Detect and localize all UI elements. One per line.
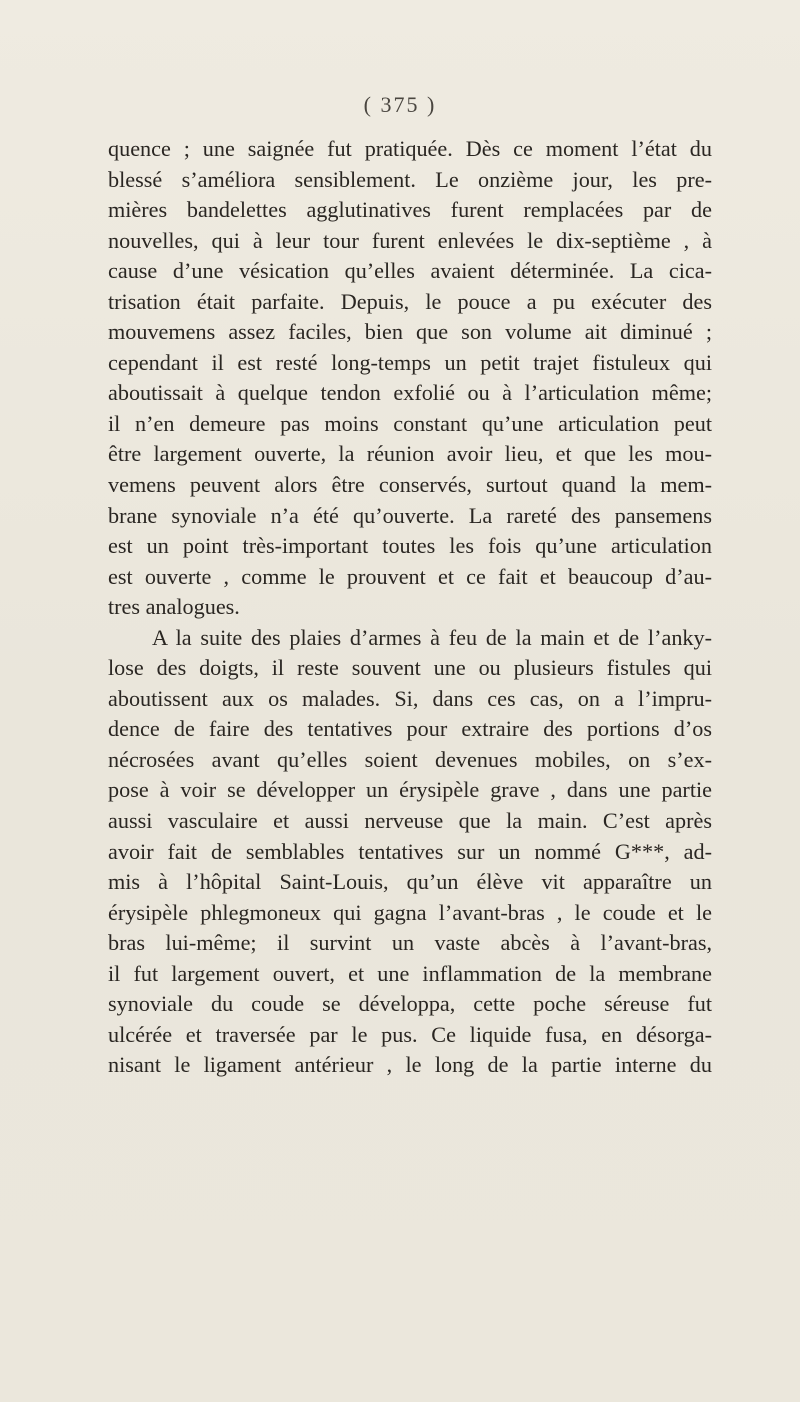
text-line: il n’en demeure pas moins constant qu’une articulation peut	[108, 410, 712, 436]
text-line: aboutissent aux os malades. Si, dans ces cas, on a l’impru-	[108, 685, 712, 711]
text-line: mières bandelettes agglutinatives furent remplacées par de	[108, 197, 712, 223]
text-line: nécrosées avant qu’elles soient devenues mobiles, on s’ex-	[108, 746, 712, 772]
text-line: cause d’une vésication qu’elles avaient déterminée. La cica-	[108, 258, 712, 284]
text-line: aussi vasculaire et aussi nerveuse que la main. C’est après	[108, 808, 712, 834]
text-line: mis à l’hôpital Saint-Louis, qu’un élève vit apparaître un	[108, 869, 712, 895]
text-line: avoir fait de semblables tentatives sur un nommé G***, ad-	[108, 838, 712, 864]
text-line: lose des doigts, il reste souvent une ou plusieurs fistules qui	[108, 655, 712, 681]
text-line: vemens peuvent alors être conservés, surtout quand la mem-	[108, 472, 712, 498]
text-line: est un point très-important toutes les fois qu’une articulation	[108, 533, 712, 559]
text-line: aboutissait à quelque tendon exfolié ou à l’articulation même;	[108, 380, 712, 406]
paragraph-end-line: tres analogues.	[108, 594, 240, 620]
paragraph-start-line: A la suite des plaies d’armes à feu de la main et de l’anky-	[152, 624, 712, 650]
text-line: être largement ouverte, la réunion avoir lieu, et que les mou-	[108, 441, 712, 467]
page-number: ( 375 )	[363, 92, 437, 117]
text-line: mouvemens assez faciles, bien que son volume ait diminué ;	[108, 319, 712, 345]
text-line: bras lui-même; il survint un vaste abcès à l’avant-bras,	[108, 930, 712, 956]
text-line: pose à voir se développer un érysipèle grave , dans une partie	[108, 777, 712, 803]
text-line: il fut largement ouvert, et une inflammation de la membrane	[108, 960, 712, 986]
body-text	[108, 134, 712, 1081]
text-line: trisation était parfaite. Depuis, le pouce a pu exécuter des	[108, 288, 712, 314]
text-line: érysipèle phlegmoneux qui gagna l’avant-bras , le coude et le	[108, 899, 712, 925]
text-line: brane synoviale n’a été qu’ouverte. La rareté des pansemens	[108, 502, 712, 528]
text-line: synoviale du coude se développa, cette poche séreuse fut	[108, 991, 712, 1017]
text-line: dence de faire des tentatives pour extraire des portions d’os	[108, 716, 712, 742]
text-line: blessé s’améliora sensiblement. Le onzième jour, les pre-	[108, 166, 712, 192]
text-line: nisant le ligament antérieur , le long de la partie interne du	[108, 1052, 712, 1078]
text-line: quence ; une saignée fut pratiquée. Dès ce moment l’état du	[108, 136, 712, 161]
text-line: cependant il est resté long-temps un petit trajet fistuleux qui	[108, 349, 712, 375]
text-line: nouvelles, qui à leur tour furent enlevées le dix-septième , à	[108, 227, 712, 253]
text-line: est ouverte , comme le prouvent et ce fait et beaucoup d’au-	[108, 563, 712, 589]
text-line: ulcérée et traversée par le pus. Ce liquide fusa, en désorga-	[108, 1021, 712, 1047]
